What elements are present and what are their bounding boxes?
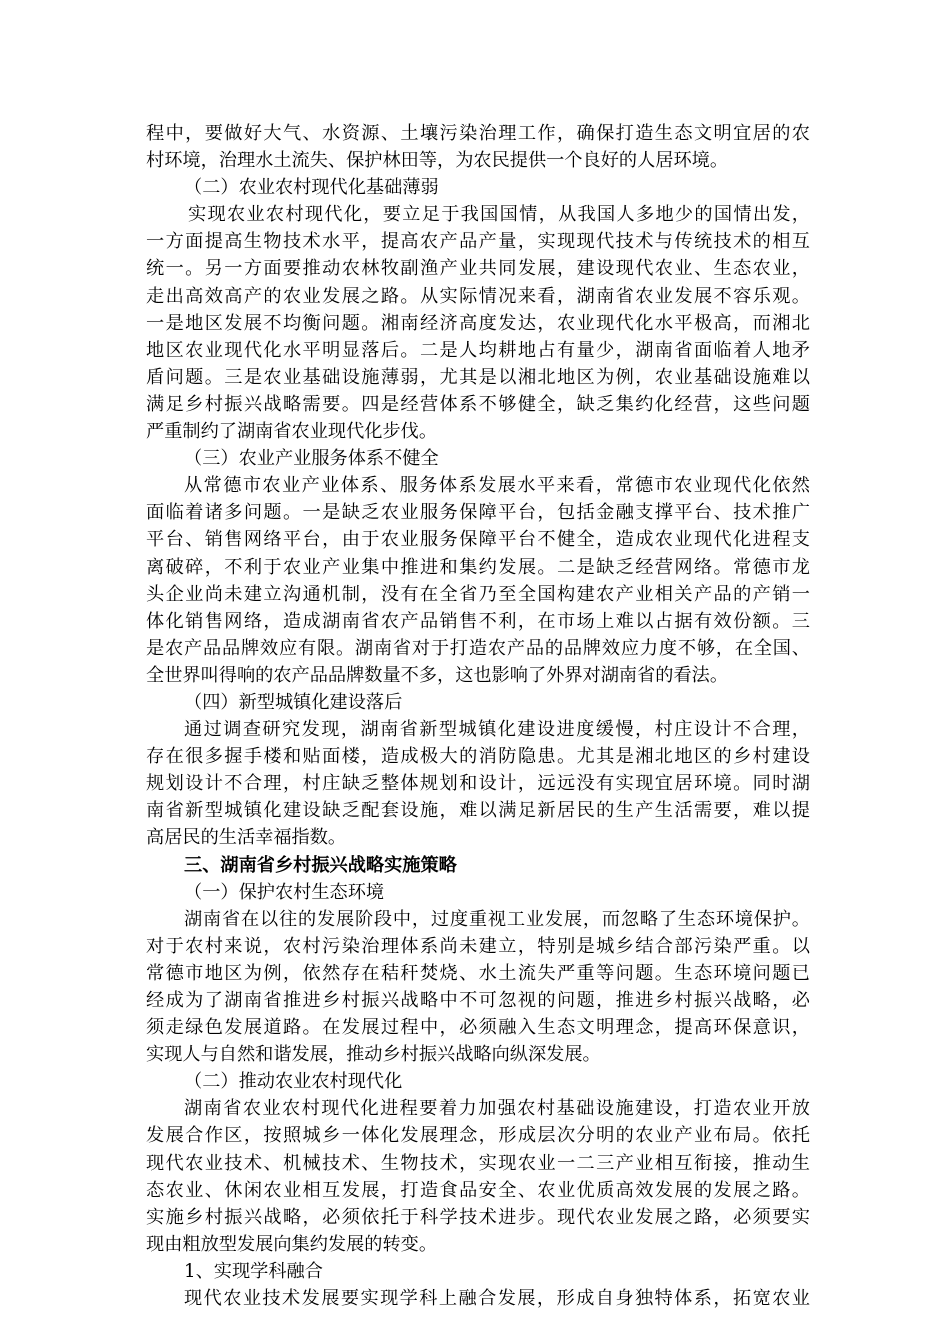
body-line: 实施乡村振兴战略，必须依托于科学技术进步。现代农业发展之路，必须要实	[146, 1206, 810, 1228]
body-line: 实现农业农村现代化，要立足于我国国情，从我国人多地少的国情出发，	[188, 204, 810, 226]
body-line: 高居民的生活幸福指数。	[146, 827, 347, 849]
section-heading: 三、湖南省乡村振兴战略实施策略	[184, 854, 457, 876]
body-line: 全世界叫得响的农产品品牌数量不多，这也影响了外界对湖南省的看法。	[146, 664, 729, 686]
section-subheading: 1、实现学科融合	[184, 1260, 323, 1282]
section-subheading: （四）新型城镇化建设落后	[184, 691, 403, 713]
body-line: 是农产品品牌效应有限。湖南省对于打造农产品的品牌效应力度不够，在全国、	[146, 637, 810, 659]
body-line: 一是地区发展不均衡问题。湘南经济高度发达，农业现代化水平极高，而湘北	[146, 312, 810, 334]
body-line: 头企业尚未建立沟通机制，没有在全省乃至全国构建农产业相关产品的产销一	[146, 583, 810, 605]
body-line: 地区农业现代化水平明显落后。二是人均耕地占有量少，湖南省面临着人地矛	[146, 339, 810, 361]
body-line: 湖南省在以往的发展阶段中，过度重视工业发展，而忽略了生态环境保护。	[184, 908, 810, 930]
body-line: 经成为了湖南省推进乡村振兴战略中不可忽视的问题，推进乡村振兴战略，必	[146, 990, 810, 1011]
body-line: 现代农业技术发展要实现学科上融合发展，形成自身独特体系，拓宽农业	[184, 1288, 810, 1310]
document-body	[146, 120, 810, 1312]
body-line: 离破碎，不利于农业产业集中推进和集约发展。二是缺乏经营网络。常德市龙	[146, 556, 810, 578]
body-line: 从常德市农业产业体系、服务体系发展水平来看，常德市农业现代化依然	[184, 475, 810, 497]
body-line: 盾问题。三是农业基础设施薄弱，尤其是以湘北地区为例，农业基础设施难以	[146, 366, 810, 388]
body-line: 现由粗放型发展向集约发展的转变。	[146, 1233, 438, 1255]
section-subheading: （二）农业农村现代化基础薄弱	[184, 177, 439, 199]
body-line: 满足乡村振兴战略需要。四是经营体系不够健全，缺乏集约化经营，这些问题	[146, 393, 810, 415]
body-line: 规划设计不合理，村庄缺乏整体规划和设计，远远没有实现宜居环境。同时湖	[146, 773, 810, 795]
body-line: 对于农村来说，农村污染治理体系尚未建立，特别是城乡结合部污染严重。以	[146, 935, 810, 957]
body-line: 面临着诸多问题。一是缺乏农业服务保障平台，包括金融支撑平台、技术推广	[146, 502, 810, 524]
body-line: 走出高效高产的农业发展之路。从实际情况来看，湖南省农业发展不容乐观。	[146, 285, 810, 307]
body-line: 村环境，治理水土流失、保护林田等，为农民提供一个良好的人居环境。	[146, 150, 729, 172]
section-subheading: （二）推动农业农村现代化	[184, 1071, 403, 1093]
body-line: 严重制约了湖南省农业现代化步伐。	[146, 421, 438, 443]
body-line: 发展合作区，按照城乡一体化发展理念，形成层次分明的农业产业布局。依托	[146, 1125, 810, 1147]
body-line: 现代农业技术、机械技术、生物技术，实现农业一二三产业相互衔接，推动生	[146, 1152, 810, 1174]
body-line: 存在很多握手楼和贴面楼，造成极大的消防隐患。尤其是湘北地区的乡村建设	[146, 746, 810, 768]
body-line: 实现人与自然和谐发展，推动乡村振兴战略向纵深发展。	[146, 1044, 601, 1066]
body-line: 一方面提高生物技术水平，提高农产品产量，实现现代技术与传统技术的相互	[146, 231, 810, 253]
body-line: 须走绿色发展道路。在发展过程中，必须融入生态文明理念，提高环保意识，	[146, 1017, 810, 1039]
body-line: 态农业、休闲农业相互发展，打造食品安全、农业优质高效发展的发展之路。	[146, 1179, 810, 1201]
section-subheading: （一）保护农村生态环境	[184, 881, 385, 903]
section-subheading: （三）农业产业服务体系不健全	[184, 448, 439, 470]
body-line: 体化销售网络，造成湖南省农产品销售不利，在市场上难以占据有效份额。三	[146, 610, 810, 632]
body-line: 通过调查研究发现，湖南省新型城镇化建设进度缓慢，村庄设计不合理，	[184, 719, 810, 741]
body-line: 平台、销售网络平台，由于农业服务保障平台不健全，造成农业现代化进程支	[146, 529, 810, 551]
body-line: 湖南省农业农村现代化进程要着力加强农村基础设施建设，打造农业开放	[184, 1098, 810, 1120]
body-line: 统一。另一方面要推动农林牧副渔产业共同发展，建设现代农业、生态农业，	[146, 258, 810, 280]
body-line: 程中，要做好大气、水资源、土壤污染治理工作，确保打造生态文明宜居的农	[146, 123, 810, 144]
body-line: 常德市地区为例，依然存在秸秆焚烧、水土流失严重等问题。生态环境问题已	[146, 962, 810, 984]
body-line: 南省新型城镇化建设缺乏配套设施，难以满足新居民的生产生活需要，难以提	[146, 800, 810, 822]
